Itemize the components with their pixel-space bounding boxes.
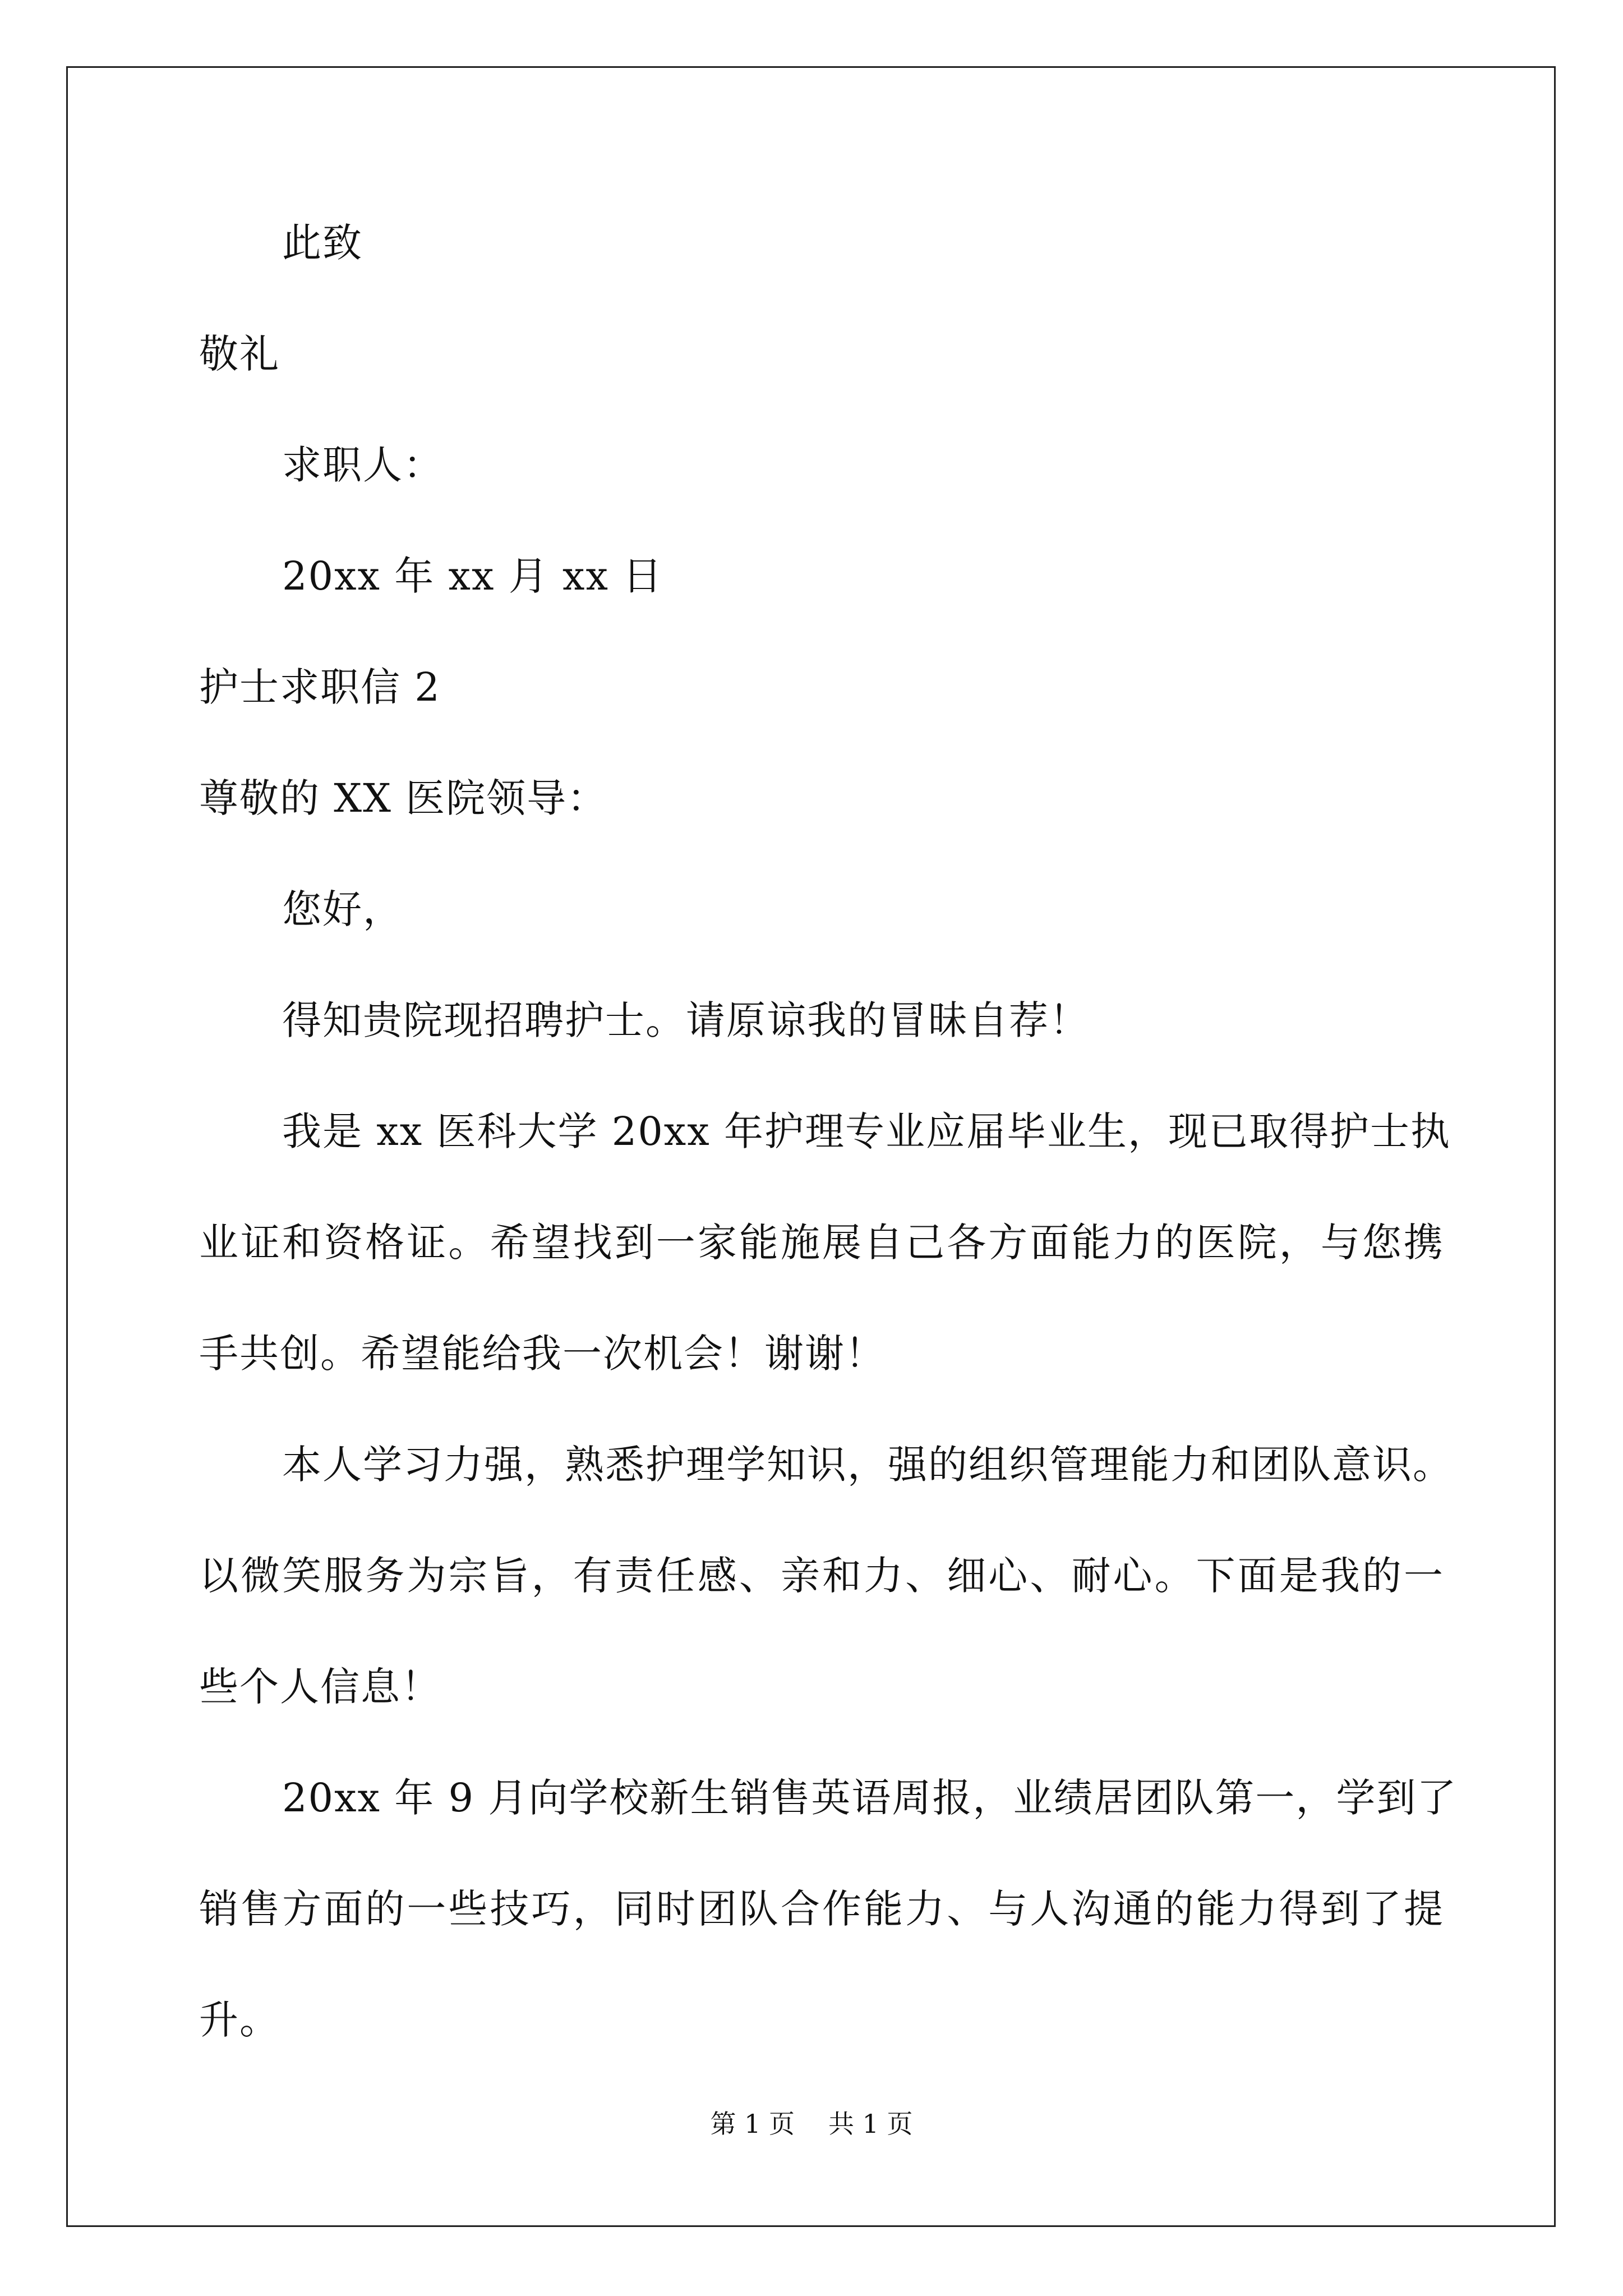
- signature-label: 求职人：: [282, 442, 444, 488]
- page-footer: [0, 2107, 1623, 2141]
- paragraph-line: 些个人信息！: [199, 1664, 441, 1710]
- salutation-regards: 敬礼: [199, 331, 280, 377]
- greeting-line: 您好，: [282, 886, 403, 932]
- paragraph-line: 本人学习力强，熟悉护理学知识，强的组织管理能力和团队意识。: [282, 1442, 1453, 1488]
- paragraph-line: 得知贵院现招聘护士。请原谅我的冒昧自荐！: [282, 997, 1090, 1043]
- section-title: 护士求职信 2: [199, 664, 441, 710]
- date-line: 20xx 年 xx 月 xx 日: [282, 553, 663, 599]
- recipient-line: 尊敬的 XX 医院领导：: [199, 775, 608, 821]
- paragraph-line: 手共创。希望能给我一次机会！谢谢！: [199, 1331, 886, 1377]
- paragraph-line: 我是 xx 医科大学 20xx 年护理专业应届毕业生，现已取得护士执: [282, 1108, 1451, 1154]
- closing-line: 此致: [282, 220, 363, 266]
- paragraph-line: 销售方面的一些技巧，同时团队合作能力、与人沟通的能力得到了提: [199, 1886, 1444, 1932]
- page-number-total: 共 1 页: [828, 2109, 913, 2139]
- paragraph-line: 以微笑服务为宗旨，有责任感、亲和力、细心、耐心。下面是我的一: [199, 1553, 1444, 1599]
- page-number-current: 第 1 页: [710, 2109, 795, 2139]
- paragraph-line: 20xx 年 9 月向学校新生销售英语周报，业绩居团队第一，学到了: [282, 1775, 1458, 1821]
- paragraph-line: 业证和资格证。希望找到一家能施展自己各方面能力的医院，与您携: [199, 1220, 1444, 1266]
- paragraph-line: 升。: [199, 1997, 280, 2043]
